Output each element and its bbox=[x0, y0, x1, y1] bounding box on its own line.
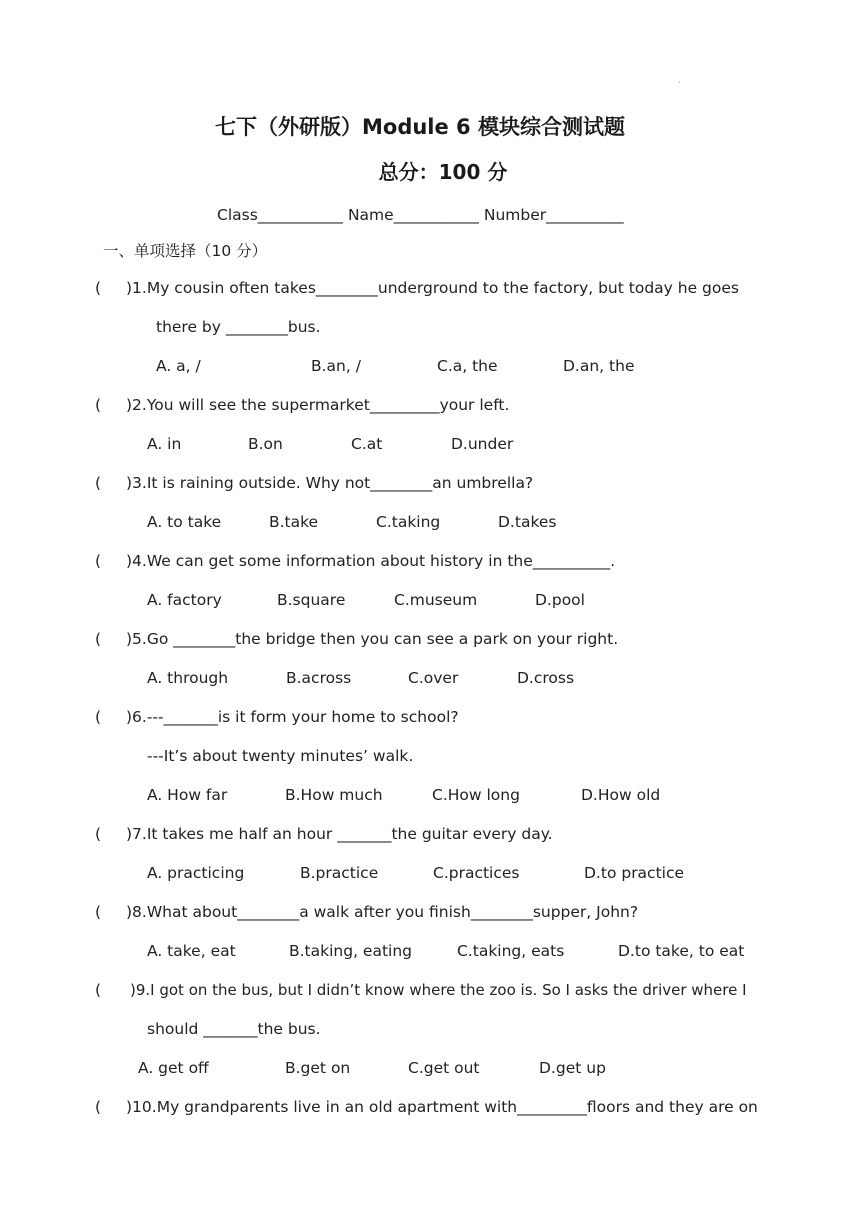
answer-paren-open: ( bbox=[95, 396, 102, 414]
answer-paren-open: ( bbox=[95, 552, 102, 570]
answer-paren-open: ( bbox=[95, 708, 102, 726]
answer-paren-open: ( bbox=[95, 474, 102, 492]
page-title: 七下（外研版）Module 6 模块综合测试题 bbox=[215, 115, 625, 139]
option-b: B.take bbox=[269, 513, 319, 531]
option-a: A. practicing bbox=[147, 864, 245, 882]
option-d: D.get up bbox=[539, 1059, 606, 1077]
question-stem: )6.---_______is it form your home to school? bbox=[126, 708, 459, 726]
question-stem: )2.You will see the supermarket_________your left. bbox=[126, 396, 510, 414]
option-b: B.get on bbox=[285, 1059, 351, 1077]
option-d: D.to practice bbox=[584, 864, 685, 882]
option-c: C.How long bbox=[432, 786, 520, 804]
answer-paren-open: ( bbox=[95, 630, 102, 648]
option-c: C.taking, eats bbox=[457, 942, 565, 960]
question-stem: )7.It takes me half an hour _______the guitar every day. bbox=[126, 825, 553, 843]
answer-paren-open: ( bbox=[95, 825, 102, 843]
question-stem: )8.What about________a walk after you finish________supper, John? bbox=[126, 903, 639, 921]
question-continuation: should _______the bus. bbox=[147, 1020, 321, 1038]
option-d: D.under bbox=[451, 435, 514, 453]
option-a: A. a, / bbox=[156, 357, 201, 375]
option-d: D.an, the bbox=[563, 357, 635, 375]
option-b: B.on bbox=[248, 435, 283, 453]
option-b: B.taking, eating bbox=[289, 942, 413, 960]
total-score: 总分：100 分 bbox=[378, 160, 508, 184]
question-stem: )4.We can get some information about history in the__________. bbox=[126, 552, 616, 570]
option-c: C.at bbox=[351, 435, 383, 453]
answer-paren-open: ( bbox=[95, 1098, 102, 1116]
question-stem: )5.Go ________the bridge then you can see a park on your right. bbox=[126, 630, 619, 648]
question-stem: )9.I got on the bus, but I didn’t know where the zoo is. So I asks the driver where I bbox=[130, 981, 747, 999]
option-a: A. factory bbox=[147, 591, 222, 609]
option-c: C.get out bbox=[408, 1059, 480, 1077]
option-c: C.taking bbox=[376, 513, 441, 531]
option-b: B.across bbox=[286, 669, 352, 687]
option-c: C.a, the bbox=[437, 357, 498, 375]
option-a: A. through bbox=[147, 669, 229, 687]
option-d: D.How old bbox=[581, 786, 661, 804]
corner-mark: ' bbox=[678, 80, 681, 89]
answer-paren-open: ( bbox=[95, 279, 102, 297]
question-continuation: ---It’s about twenty minutes’ walk. bbox=[147, 747, 414, 765]
option-d: D.cross bbox=[517, 669, 575, 687]
option-b: B.practice bbox=[300, 864, 379, 882]
answer-paren-open: ( bbox=[95, 903, 102, 921]
option-b: B.an, / bbox=[311, 357, 361, 375]
option-a: A. take, eat bbox=[147, 942, 236, 960]
option-d: D.to take, to eat bbox=[618, 942, 745, 960]
option-b: B.square bbox=[277, 591, 346, 609]
option-c: C.over bbox=[408, 669, 459, 687]
option-b: B.How much bbox=[285, 786, 383, 804]
option-d: D.pool bbox=[535, 591, 585, 609]
option-a: A. to take bbox=[147, 513, 222, 531]
question-stem: )3.It is raining outside. Why not________an umbrella? bbox=[126, 474, 534, 492]
question-stem: )10.My grandparents live in an old apartment with_________floors and they are on bbox=[126, 1098, 758, 1116]
option-a: A. get off bbox=[138, 1059, 209, 1077]
option-a: A. in bbox=[147, 435, 182, 453]
answer-paren-open: ( bbox=[95, 981, 102, 999]
option-c: C.museum bbox=[394, 591, 478, 609]
option-a: A. How far bbox=[147, 786, 228, 804]
question-stem: )1.My cousin often takes________underground to the factory, but today he goes bbox=[126, 279, 739, 297]
question-continuation: there by ________bus. bbox=[156, 318, 321, 336]
option-d: D.takes bbox=[498, 513, 557, 531]
student-info-line: Class___________ Name___________ Number__________ bbox=[217, 206, 624, 224]
option-c: C.practices bbox=[433, 864, 520, 882]
section-heading: 一、单项选择（10 分） bbox=[103, 242, 268, 260]
